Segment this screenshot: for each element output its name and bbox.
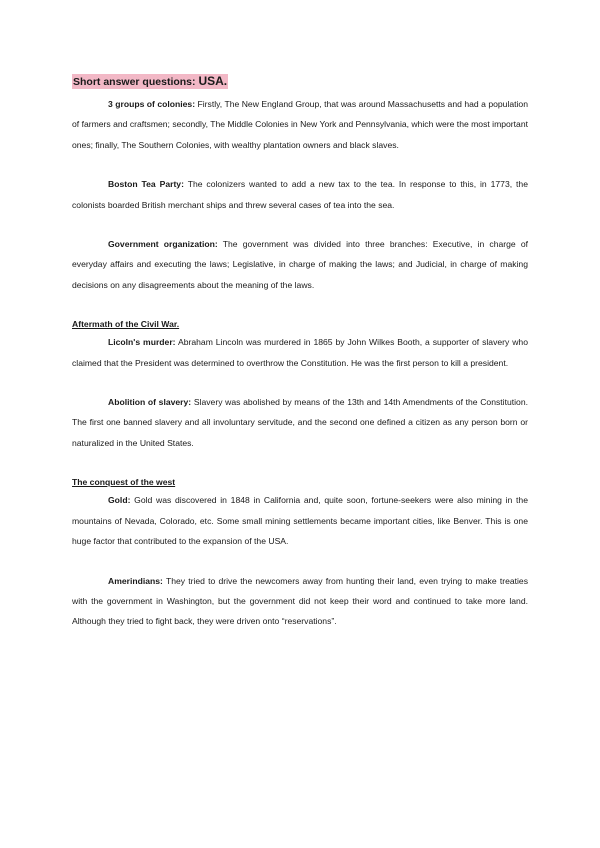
paragraph-government-organization: Government organization: The government was divided into three branches: Executive, in charge of everyday affairs and executing the laws; Legislative, in charge of making the laws; and Judicial, in charge of making decisions on any disagreements about the meaning of the laws. (72, 239, 529, 290)
heading-aftermath-civil-war: Aftermath of the Civil War. (72, 319, 180, 330)
paragraph-groups-of-colonies: 3 groups of colonies: Firstly, The New England Group, that was around Massachusetts and had a population of farmers and craftsmen; secondly, The Middle Colonies in New York and Pennsylvania, which were the most important ones; finally, The Southern Colonies, with wealthy plantation owners and black slaves. (72, 99, 528, 150)
document-title: Short answer questions: USA. (73, 74, 228, 88)
paragraph-boston-tea-party: Boston Tea Party: The colonizers wanted to add a new tax to the tea. In response to this, in 1773, the colonists boarded British merchant ships and threw several cases of tea into the sea. (72, 179, 528, 210)
term-abolition-of-slavery: Abolition of slavery: (108, 397, 192, 408)
term-lincolns-murder: Licoln's murder: (108, 337, 176, 348)
document-page (72, 72, 528, 632)
paragraph-lincolns-murder: Licoln's murder: Abraham Lincoln was murdered in 1865 by John Wilkes Booth, a supporter of slavery who claimed that the President was determined to overthrow the Constitution. He was the first person to kill a president. (72, 337, 528, 368)
term-boston-tea-party: Boston Tea Party: (108, 179, 184, 190)
term-groups-of-colonies: 3 groups of colonies: (108, 99, 196, 109)
term-government-organization: Government organization: (108, 239, 218, 250)
paragraph-gold: Gold: Gold was discovered in 1848 in California and, quite soon, fortune-seekers were also mining in the mountains of Nevada, Colorado, etc. Some small mining settlements became important cities, like Benver. This is one huge factor that contributed to the expansion of the USA. (72, 495, 528, 547)
term-gold: Gold: (108, 495, 131, 506)
paragraph-amerindians: Amerindians: They tried to drive the newcomers away from hunting their land, even trying to make treaties with the government in Washington, but the government did not keep their word and continued to take more land. Although they tried to fight back, they were driven onto “reservations”. (72, 575, 528, 627)
heading-conquest-of-the-west: The conquest of the west (72, 477, 176, 488)
term-amerindians: Amerindians: (108, 575, 163, 586)
paragraph-abolition-of-slavery: Abolition of slavery: Slavery was abolished by means of the 13th and 14th Amendments of the Constitution. The first one banned slavery and all involuntary servitude, and the second one defined a citizen as any person born or naturalized in the United States. (72, 397, 528, 448)
